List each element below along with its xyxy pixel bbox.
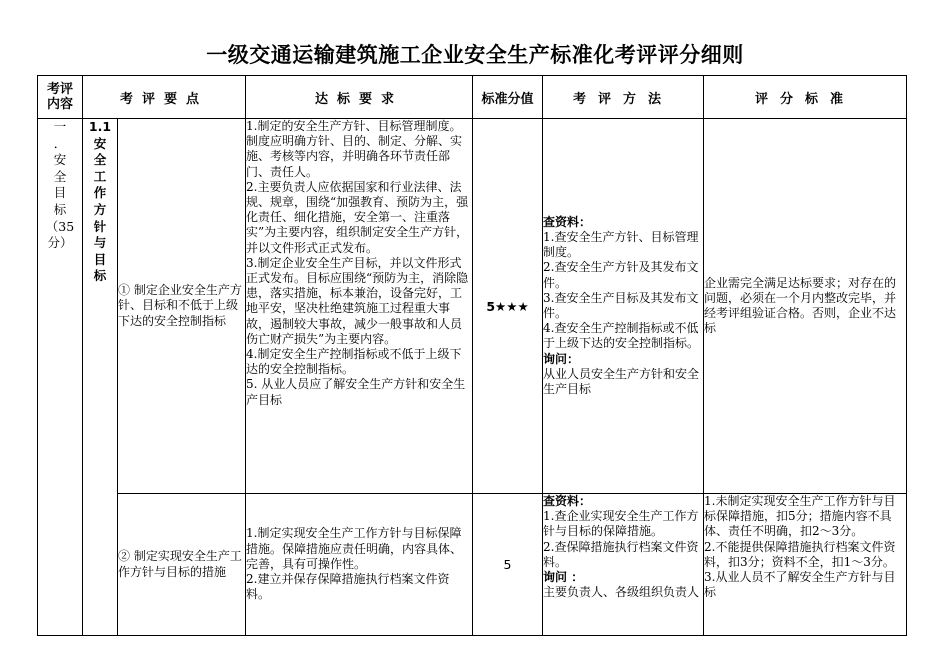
method-ask-label: 询问：	[543, 351, 580, 366]
item-cell	[118, 119, 246, 494]
section-label-char: （35	[45, 218, 75, 234]
table-row	[38, 494, 907, 636]
criteria-cell	[704, 119, 907, 494]
subsection-char: 目	[93, 251, 107, 267]
requirements-cell	[246, 494, 473, 636]
criteria-wrap	[704, 494, 906, 635]
header-score: 标准分值	[473, 76, 543, 119]
method-wrap	[543, 494, 703, 635]
subsection-char: 针	[93, 218, 107, 234]
section-label-char: 全	[53, 168, 67, 184]
header-requirements: 达标要求	[246, 76, 473, 119]
method-check-label: 查资料：	[543, 494, 592, 508]
subsection-char: 工	[93, 168, 107, 184]
method-cell	[543, 119, 704, 494]
method-ask-text: 主要负责人、各级组织负责人	[543, 585, 700, 600]
subsection-char: 安	[93, 135, 107, 151]
score-cell	[473, 494, 543, 636]
document-title: 一级交通运输建筑施工企业安全生产标准化考评评分细则	[206, 42, 744, 67]
method-check-text: 1.查企业实现安全生产工作方针与目标的保障措施。 2.查保障措施执行档案文件资料。	[543, 509, 699, 569]
item-cell	[118, 494, 246, 636]
subsection-char: 标	[93, 268, 107, 284]
criteria-text: 企业需完全满足达标要求；对存在的问题，必须在一个月内整改完毕，并经考评组验证合格。否则，企业不达标	[704, 275, 897, 336]
item-text: ② 制定实现安全生产工作方针与目标的措施	[118, 548, 242, 579]
section-label-char: ．	[53, 135, 67, 151]
criteria-cell	[704, 494, 907, 636]
subsection-char: 作	[93, 185, 107, 201]
header-points: 考评要点	[83, 76, 246, 119]
subsection-char: 方	[93, 201, 107, 217]
section-label-char: 安	[53, 152, 67, 168]
score-value: 5★★★	[486, 298, 529, 314]
requirements-wrap	[246, 494, 472, 635]
section-label-char: 标	[53, 201, 67, 217]
criteria-text: 1.未制定实现安全生产工作方针与目标保障措施，扣5分；措施内容不具体、责任不明确，扣2～3分。 2.不能提供保障措施执行档案文件资料，扣3分；资料不全，扣1～3分。 3.从业人员不了解安全生产方针与目标	[704, 494, 896, 600]
method-ask-text: 从业人员安全生产方针和安全生产目标	[543, 366, 700, 397]
header-row	[38, 76, 907, 119]
score-value: 5	[503, 557, 512, 572]
item-text: ① 制定企业安全生产方针、目标和不低于上级下达的安全控制指标	[118, 282, 242, 328]
header-method: 考评方法	[543, 76, 704, 119]
header-content-text: 考评内容	[46, 82, 73, 112]
section-label-char: 分）	[47, 235, 73, 251]
subsection-label	[83, 119, 118, 636]
table-row	[38, 119, 907, 494]
item-wrap	[118, 494, 245, 635]
section-label-char: 目	[53, 185, 67, 201]
header-criteria: 评分标准	[704, 76, 907, 119]
subsection-char: 全	[93, 152, 107, 168]
section-label	[38, 119, 83, 636]
subsection-char: 与	[93, 235, 107, 251]
section-label-char: 一	[53, 119, 67, 134]
requirements-text: 1.制定实现安全生产工作方针与目标保障措施。保障措施应责任明确，内容具体、完善，具有可操作性。 2.建立并保存保障措施执行档案文件资料。	[246, 526, 463, 602]
method-check-label: 查资料：	[543, 214, 592, 229]
method-check-text: 1.查安全生产方针、目标管理制度。 2.查安全生产方针及其发布文件。 3.查安全生产目标及其发布文件。 4.查安全生产控制指标或不低于上级下达的安全控制指标。	[543, 229, 700, 351]
method-cell	[543, 494, 704, 636]
requirements-cell	[246, 119, 473, 494]
requirements-text: 1.制定的安全生产方针、目标管理制度。制度应明确方针、目的、制定、分解、实施、考核等内容，并明确各环节责任部门、责任人。 2.主要负责人应依据国家和行业法律、法规、规章，围绕“加强教育、预防为主，强化责任、细化措施，安全第一、注重落实”为主要内容，组织制定安全生产方针，并以文件形式正式发布。 3.制定企业安全生产目标，并以文件形式正式发布。目标应围绕“预防为主，消除隐患，落实措施，标本兼治，设备完好，工地平安，坚决杜绝建筑施工过程重大事故，遏制较大事故，减少一般事故和人员伤亡财产损失”为主要内容。 4.制定安全生产控制指标或不低于上级下达的安全控制指标。 5. 从业人员应了解安全生产方针和安全生产目标	[246, 119, 469, 407]
subsection-number: 1.1	[88, 119, 112, 134]
header-content	[38, 76, 83, 119]
method-ask-label: 询问 ：	[543, 570, 584, 585]
scoring-table	[37, 75, 907, 636]
score-cell	[473, 119, 543, 494]
